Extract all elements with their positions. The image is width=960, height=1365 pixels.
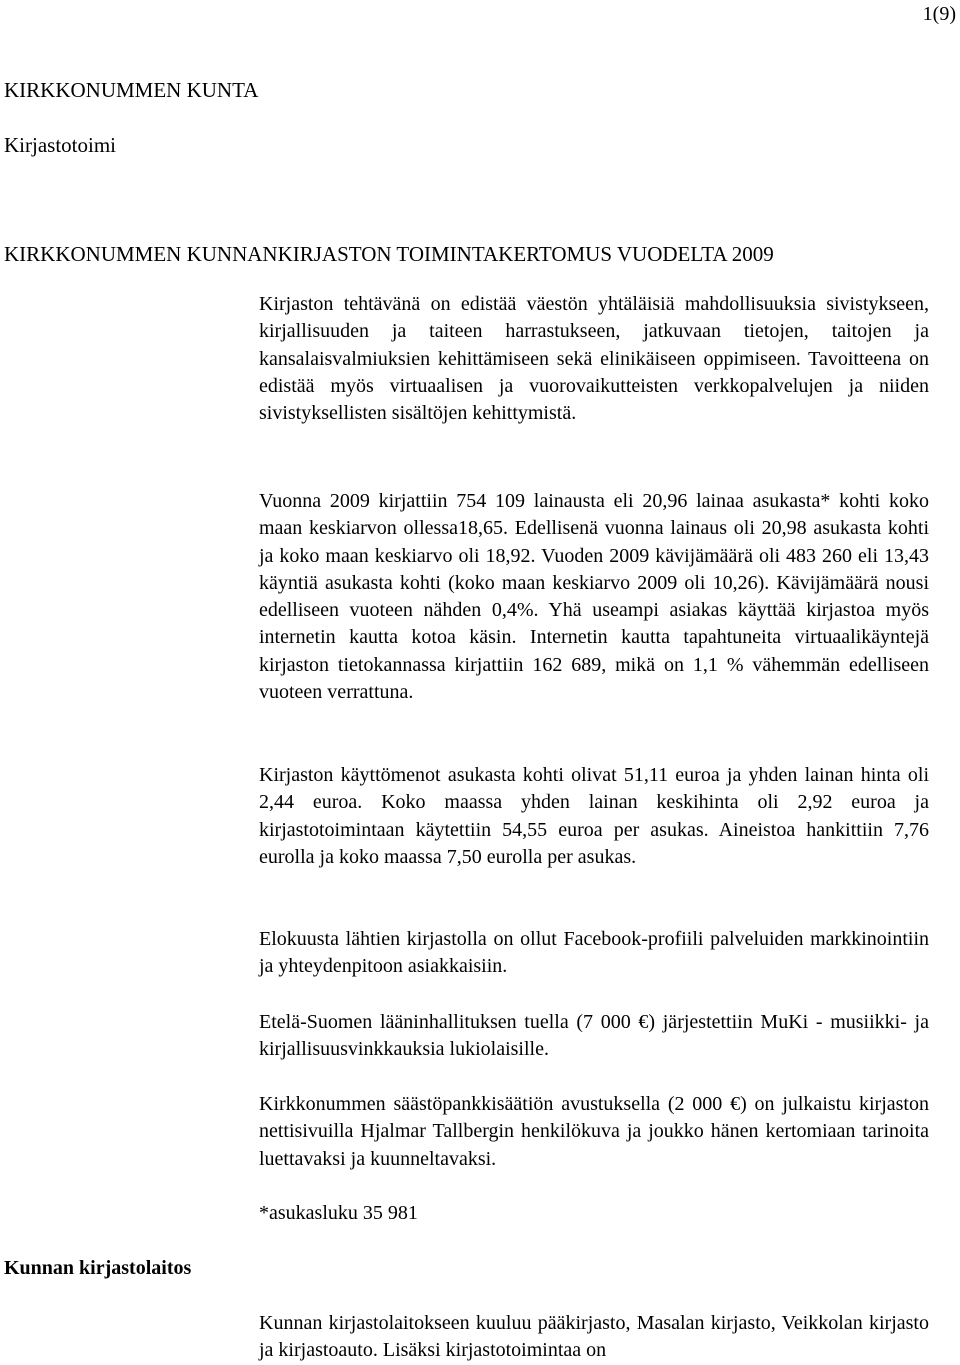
- paragraph-loan-statistics: [259, 488, 929, 706]
- paragraph-text: Etelä-Suomen lääninhallituksen tuella (7 000 €) järjestettiin MuKi - musiikki- ja kirjallisuusvinkkauksia lukiolaisille.: [259, 1011, 929, 1061]
- footnote-population: [259, 1200, 929, 1227]
- department-name: Kirjastotoimi: [4, 133, 116, 157]
- paragraph-text: Kirjaston tehtävänä on edistää väestön yhtäläisiä mahdollisuuksia sivistykseen, kirjallisuuden ja taiteen harrastukseen, jatkuvaan tietojen, taitojen ja kansalaisvalmiuksien kehittämiseen sekä elinikäiseen oppimiseen. Tavoitteena on edistää myös virtuaalisen ja vuorovaikutteisten verkkopalvelujen ja niiden sivistyksellisten sisältöjen kehittymistä.: [259, 293, 929, 425]
- page-number: 1(9): [922, 3, 956, 25]
- paragraph-facebook: [259, 926, 929, 981]
- organization-name: KIRKKONUMMEN KUNTA: [4, 78, 259, 102]
- paragraph-library-mission: [259, 291, 929, 427]
- document-title: KIRKKONUMMEN KUNNANKIRJASTON TOIMINTAKERTOMUS VUODELTA 2009: [4, 242, 774, 266]
- paragraph-tallberg: [259, 1091, 929, 1173]
- paragraph-muki: [259, 1009, 929, 1064]
- paragraph-operating-costs: [259, 762, 929, 871]
- footnote-text: *asukasluku 35 981: [259, 1202, 418, 1224]
- section-heading: Kunnan kirjastolaitos: [4, 1257, 192, 1279]
- paragraph-text: Kirkkonummen säästöpankkisäätiön avustuksella (2 000 €) on julkaistu kirjaston nettisivuilla Hjalmar Tallbergin henkilökuva ja joukko hänen kertomiaan tarinoita luettavaksi ja kuunneltavaksi.: [259, 1093, 929, 1170]
- paragraph-text: Elokuusta lähtien kirjastolla on ollut Facebook-profiili palveluiden markkinointiin ja yhteydenpitoon asiakkaisiin.: [259, 928, 929, 978]
- paragraph-text: Kirjaston käyttömenot asukasta kohti olivat 51,11 euroa ja yhden lainan hinta oli 2,44 euroa. Koko maassa yhden lainan keskihinta oli 2,92 euroa ja kirjastotoimintaan käytettiin 54,55 euroa per asukas. Aineistoa hankittiin 7,76 eurolla ja koko maassa 7,50 eurolla per asukas.: [259, 764, 929, 868]
- paragraph-text: Vuonna 2009 kirjattiin 754 109 lainausta eli 20,96 lainaa asukasta* kohti koko maan keskiarvon ollessa18,65. Edellisenä vuonna lainaus oli 20,98 asukasta kohti ja koko maan keskiarvo oli 18,92. Vuoden 2009 kävijämäärä oli 483 260 eli 13,43 käyntiä asukasta kohti (koko maan keskiarvo 2009 oli 10,26). Kävijämäärä nousi edelliseen vuoteen nähden 0,4%. Yhä useampi asiakas käyttää kirjastoa myös internetin kautta kotoa käsin. Internetin kautta tapahtuneita virtuaalikäyntejä kirjaston tietokannassa kirjattiin 162 689, mikä on 1,1 % vähemmän edelliseen vuoteen verrattuna.: [259, 490, 929, 704]
- paragraph-text: Kunnan kirjastolaitokseen kuuluu pääkirjasto, Masalan kirjasto, Veikkolan kirjasto ja kirjastoauto. Lisäksi kirjastotoimintaa on: [259, 1312, 929, 1362]
- paragraph-library-system: [259, 1310, 929, 1365]
